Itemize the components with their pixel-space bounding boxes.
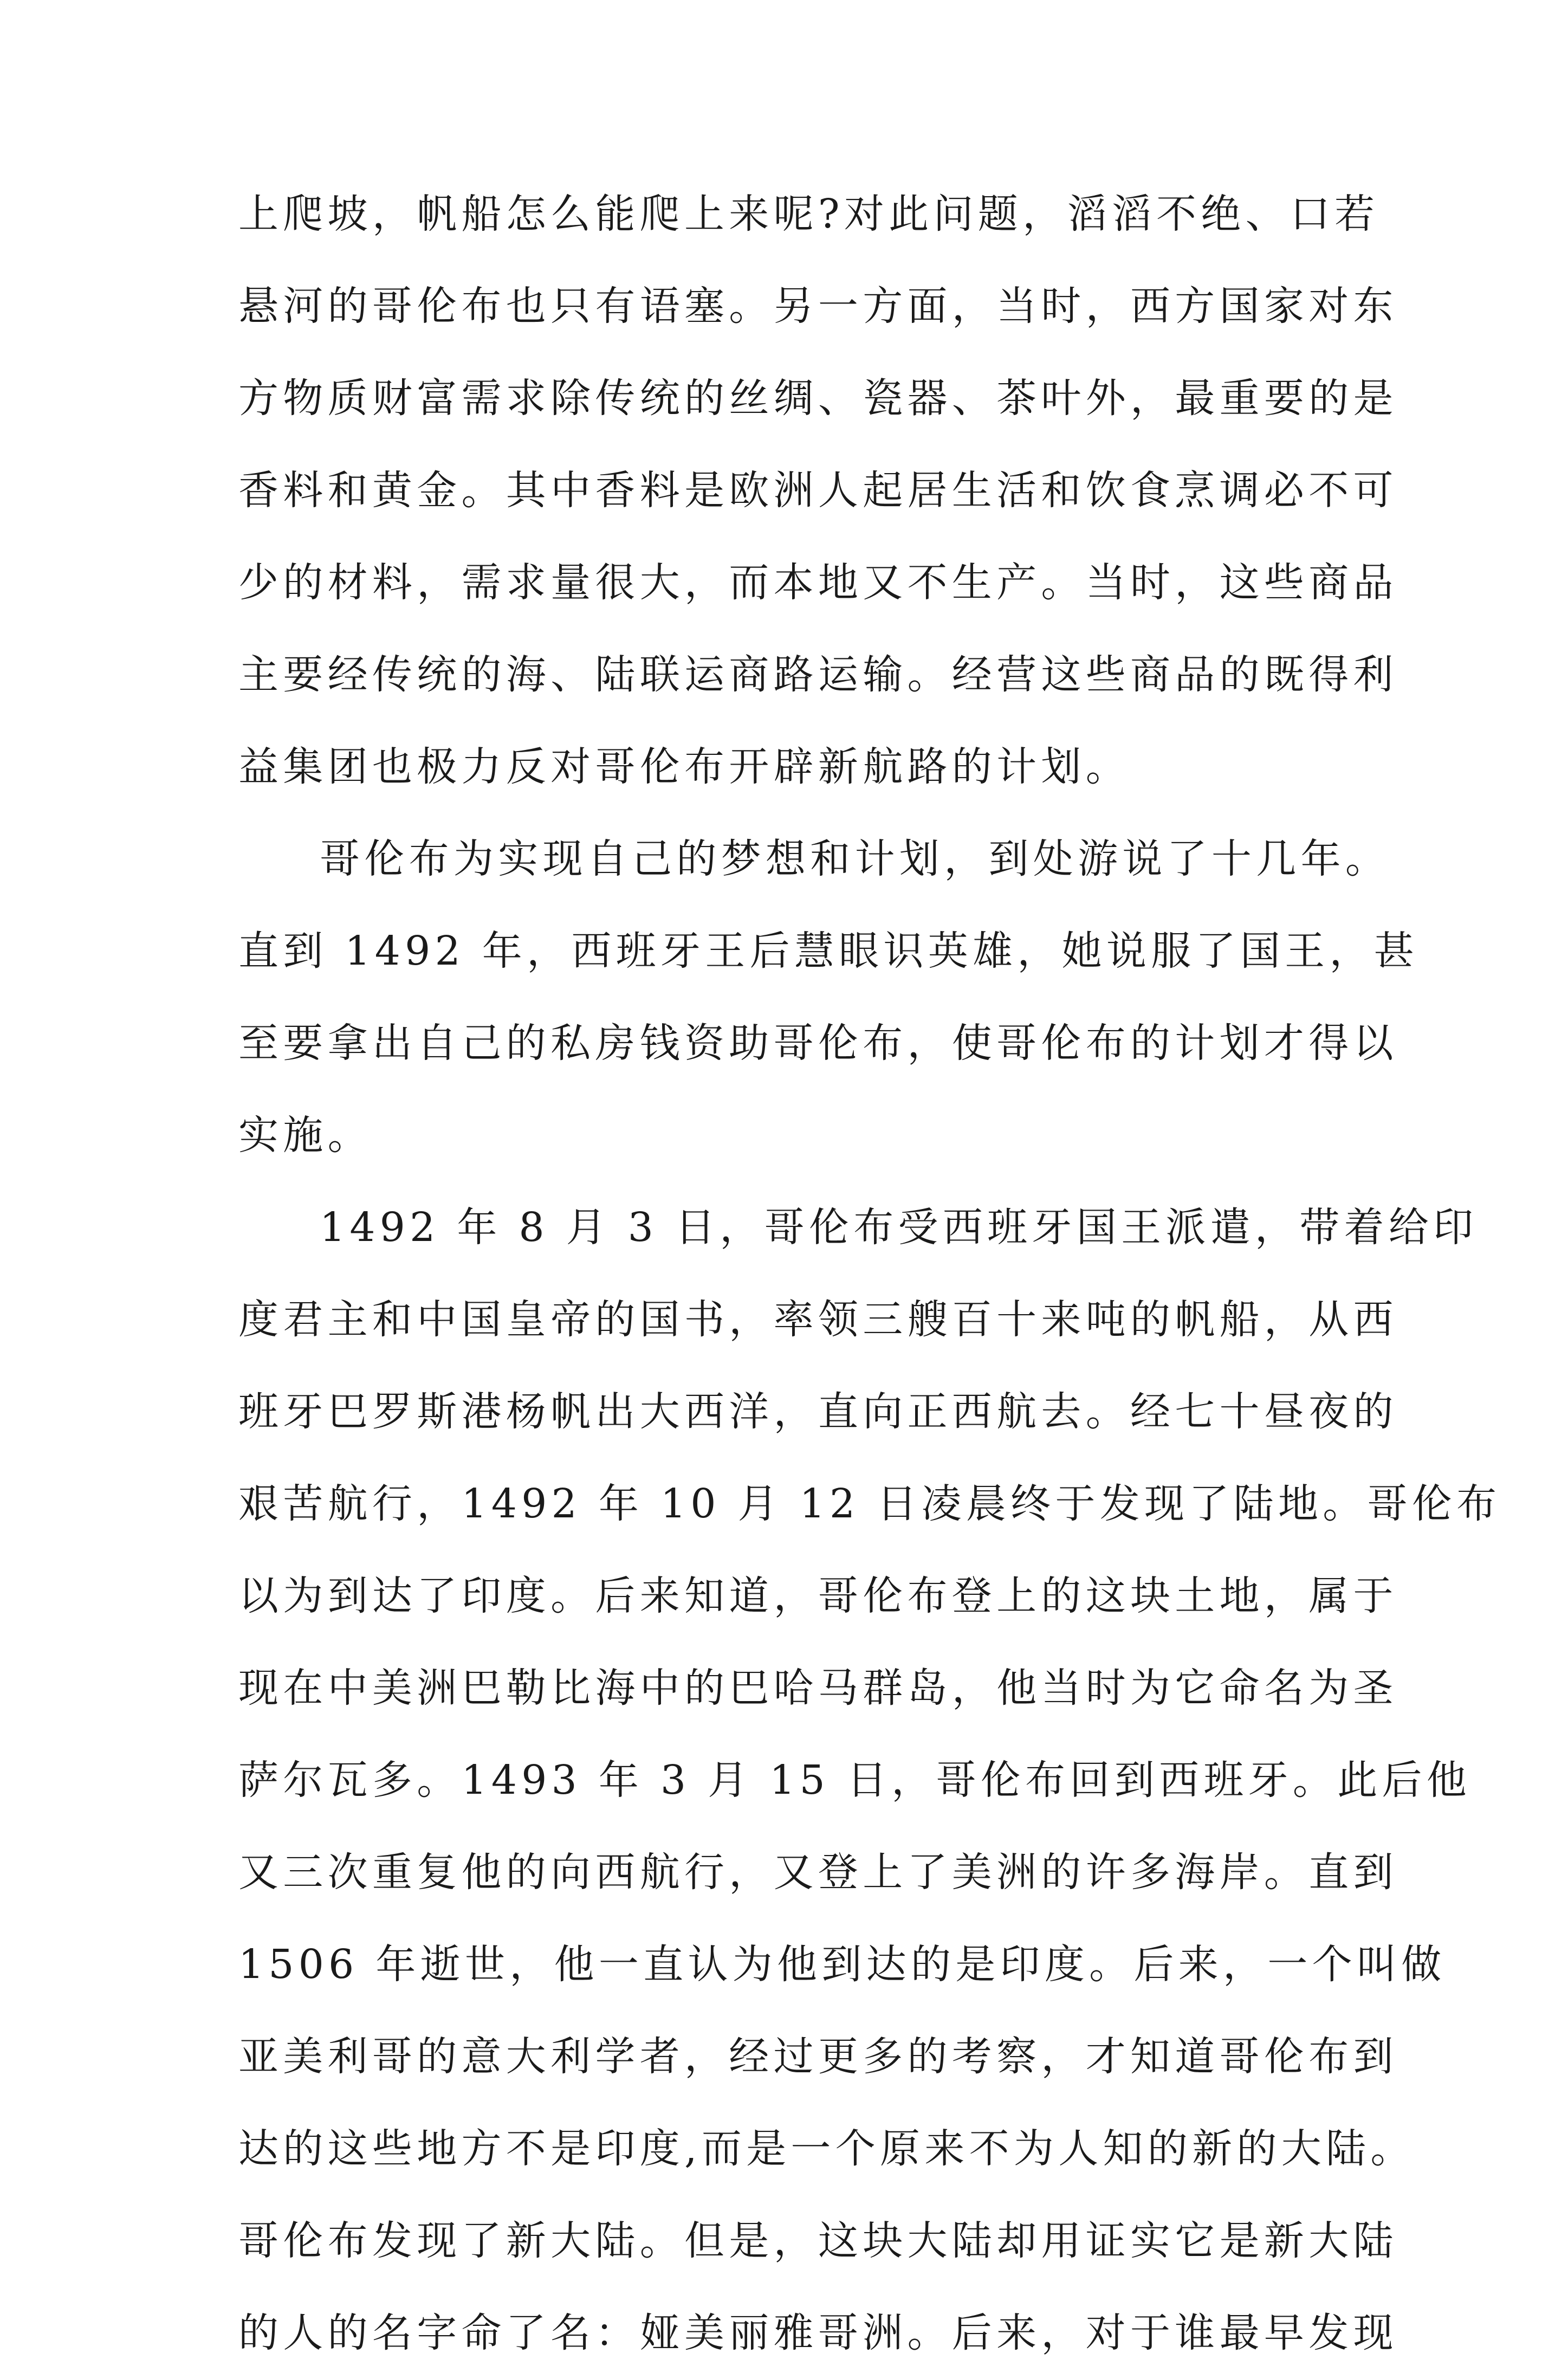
text-line: 艰苦航行，1492 年 10 月 12 日凌晨终于发现了陆地。哥伦布 [238,1481,1501,1527]
text-line: 香料和黄金。其中香料是欧洲人起居生活和饮食烹调必不可 [238,467,1398,514]
text-line: 主要经传统的海、陆联运商路运输。经营这些商品的既得利 [238,651,1398,698]
paragraph-3 [238,1181,1501,2379]
text-line: 益集团也极力反对哥伦布开辟新航路的计划。 [238,744,1130,790]
paragraph-2 [238,813,1419,1181]
paragraph-1 [238,168,1398,813]
text-line: 1506 年逝世，他一直认为他到达的是印度。后来，一个叫做 [238,1941,1446,1988]
text-line: 现在中美洲巴勒比海中的巴哈马群岛，他当时为它命名为圣 [238,1665,1398,1711]
text-line: 班牙巴罗斯港杨帆出大西洋，直向正西航去。经七十昼夜的 [238,1388,1398,1435]
text-line: 实施。 [238,1112,372,1159]
text-line: 哥伦布为实现自己的梦想和计划，到处游说了十几年。 [320,836,1390,882]
document-body [238,168,1501,2379]
text-line: 以为到达了印度。后来知道，哥伦布登上的这块土地，属于 [238,1573,1398,1619]
text-line: 至要拿出自己的私房钱资助哥伦布，使哥伦布的计划才得以 [238,1020,1398,1066]
text-line: 上爬坡，帆船怎么能爬上来呢?对此问题，滔滔不绝、口若 [238,191,1379,237]
text-line: 方物质财富需求除传统的丝绸、瓷器、茶叶外，最重要的是 [238,375,1398,422]
text-line: 度君主和中国皇帝的国书，率领三艘百十来吨的帆船，从西 [238,1296,1398,1343]
text-line: 亚美利哥的意大利学者，经过更多的考察，才知道哥伦布到 [238,2033,1398,2080]
text-line: 1492 年 8 月 3 日，哥伦布受西班牙国王派遣，带着给印 [320,1204,1478,1251]
text-line: 萨尔瓦多。1493 年 3 月 15 日，哥伦布回到西班牙。此后他 [238,1757,1472,1803]
text-line: 少的材料，需求量很大，而本地又不生产。当时，这些商品 [238,559,1398,606]
text-line: 又三次重复他的向西航行，又登上了美洲的许多海岸。直到 [238,1849,1398,1896]
text-line: 悬河的哥伦布也只有语塞。另一方面，当时，西方国家对东 [238,283,1398,329]
text-line: 哥伦布发现了新大陆。但是，这块大陆却用证实它是新大陆 [238,2218,1398,2264]
text-line: 的人的名字命了名：娅美丽雅哥洲。后来，对于谁最早发现 [238,2310,1398,2356]
text-line: 达的这些地方不是印度,而是一个原来不为人知的新的大陆。 [238,2125,1415,2172]
text-line: 直到 1492 年，西班牙王后慧眼识英雄，她说服了国王，甚 [238,928,1419,974]
